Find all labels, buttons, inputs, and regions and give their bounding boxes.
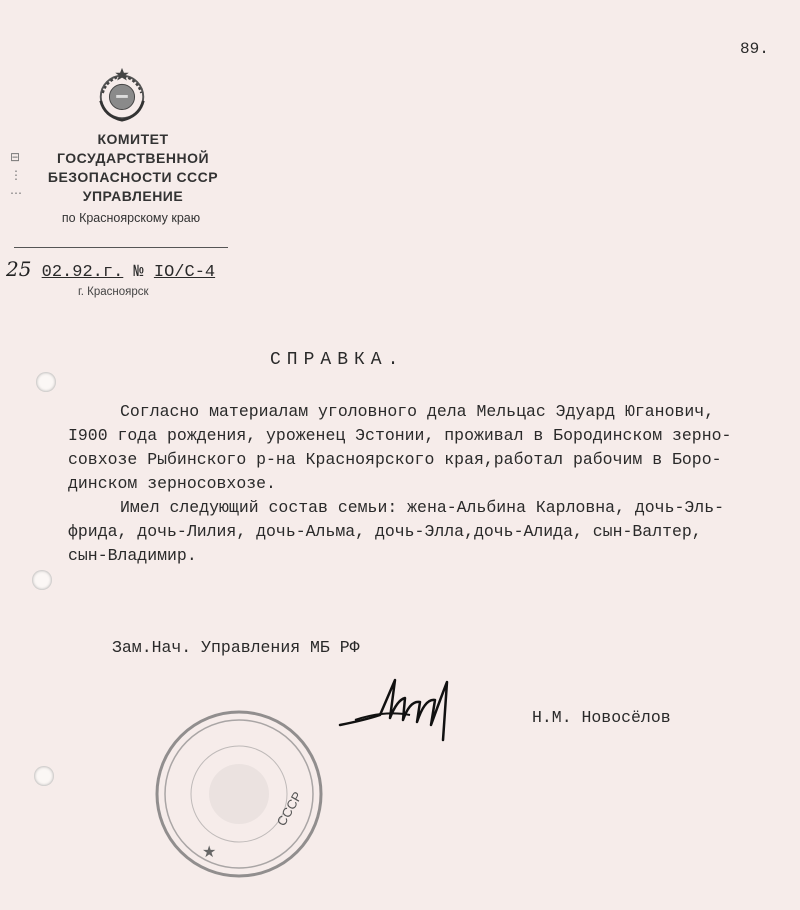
seal-star-icon: ★	[202, 844, 217, 861]
header-divider	[14, 247, 228, 248]
punch-hole	[34, 766, 54, 786]
body-line: совхозе Рыбинского р-на Красноярского края,работал рабочим в Боро-	[68, 450, 722, 469]
organization-name	[38, 130, 228, 206]
punch-hole	[32, 570, 52, 590]
org-line: ГОСУДАРСТВЕННОЙ	[56, 150, 210, 166]
page-number: 89.	[740, 40, 769, 58]
signature-mark	[335, 670, 475, 750]
date-number-line	[6, 257, 215, 282]
body-line: I900 года рождения, уроженец Эстонии, проживал в Бородинском зерно-	[68, 426, 732, 445]
handwritten-day: 25	[6, 257, 32, 281]
punch-hole	[36, 372, 56, 392]
city-label: г. Красноярск	[78, 286, 149, 298]
body-line: Имел следующий состав семьи: жена-Альбина Карловна, дочь-Эль-	[120, 498, 724, 517]
document-body	[68, 400, 758, 568]
document-number: IO/C-4	[153, 263, 216, 282]
org-line: УПРАВЛЕНИЕ	[82, 188, 184, 204]
document-date: 02.92.г.	[41, 263, 124, 282]
seal-text: СССР	[273, 789, 306, 829]
signer-name: Н.М. Новосёлов	[532, 708, 671, 727]
region-label: по Красноярскому краю	[61, 211, 201, 225]
struck-out-marks: ⊟ ⋮ ⋯	[10, 150, 22, 200]
state-emblem-icon	[93, 66, 151, 124]
number-label: №	[133, 263, 144, 282]
org-line: БЕЗОПАСНОСТИ СССР	[47, 169, 219, 185]
body-line: фрида, дочь-Лилия, дочь-Альма, дочь-Элла,дочь-Алида, сын-Валтер,	[68, 522, 702, 541]
official-seal	[152, 707, 327, 882]
document-title: СПРАВКА.	[270, 350, 405, 370]
org-line: КОМИТЕТ	[97, 131, 169, 147]
body-line: Согласно материалам уголовного дела Мельцас Эдуард Юганович,	[120, 402, 715, 421]
body-line: динском зерносовхозе.	[68, 474, 276, 493]
body-line: сын-Владимир.	[68, 546, 197, 565]
signer-title: Зам.Нач. Управления МБ РФ	[112, 638, 360, 657]
